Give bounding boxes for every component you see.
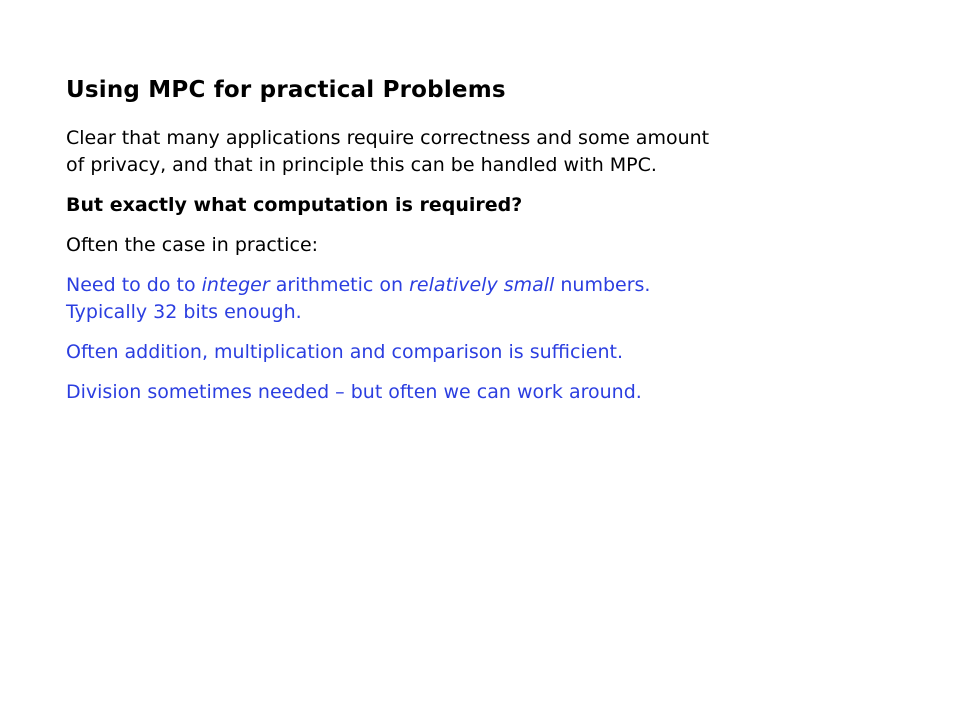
paragraph-intro-line-2: of privacy, and that in principle this can be handled with MPC. [66, 154, 657, 176]
paragraph-integer-arithmetic-line-1 [66, 272, 926, 299]
paragraph-intro [66, 125, 926, 179]
paragraph-question: But exactly what computation is required? [66, 194, 523, 216]
paragraph-integer-arithmetic-line-2: Typically 32 bits enough. [66, 301, 302, 323]
emphasis-integer: integer [201, 274, 270, 296]
paragraph-division: Division sometimes needed – but often we can work around. [66, 381, 642, 403]
paragraph-operations: Often addition, multiplication and comparison is sufficient. [66, 341, 623, 363]
paragraph-intro-line-1: Clear that many applications require correctness and some amount [66, 127, 710, 149]
slide-content [66, 74, 926, 419]
text-segment: arithmetic on [269, 274, 410, 296]
paragraph-integer-arithmetic [66, 272, 926, 326]
emphasis-relatively-small: relatively small [409, 274, 555, 296]
text-segment: Need to do to [66, 274, 202, 296]
paragraph-practice: Often the case in practice: [66, 234, 319, 256]
slide-title: Using MPC for practical Problems [66, 77, 506, 103]
text-segment: numbers. [554, 274, 651, 296]
